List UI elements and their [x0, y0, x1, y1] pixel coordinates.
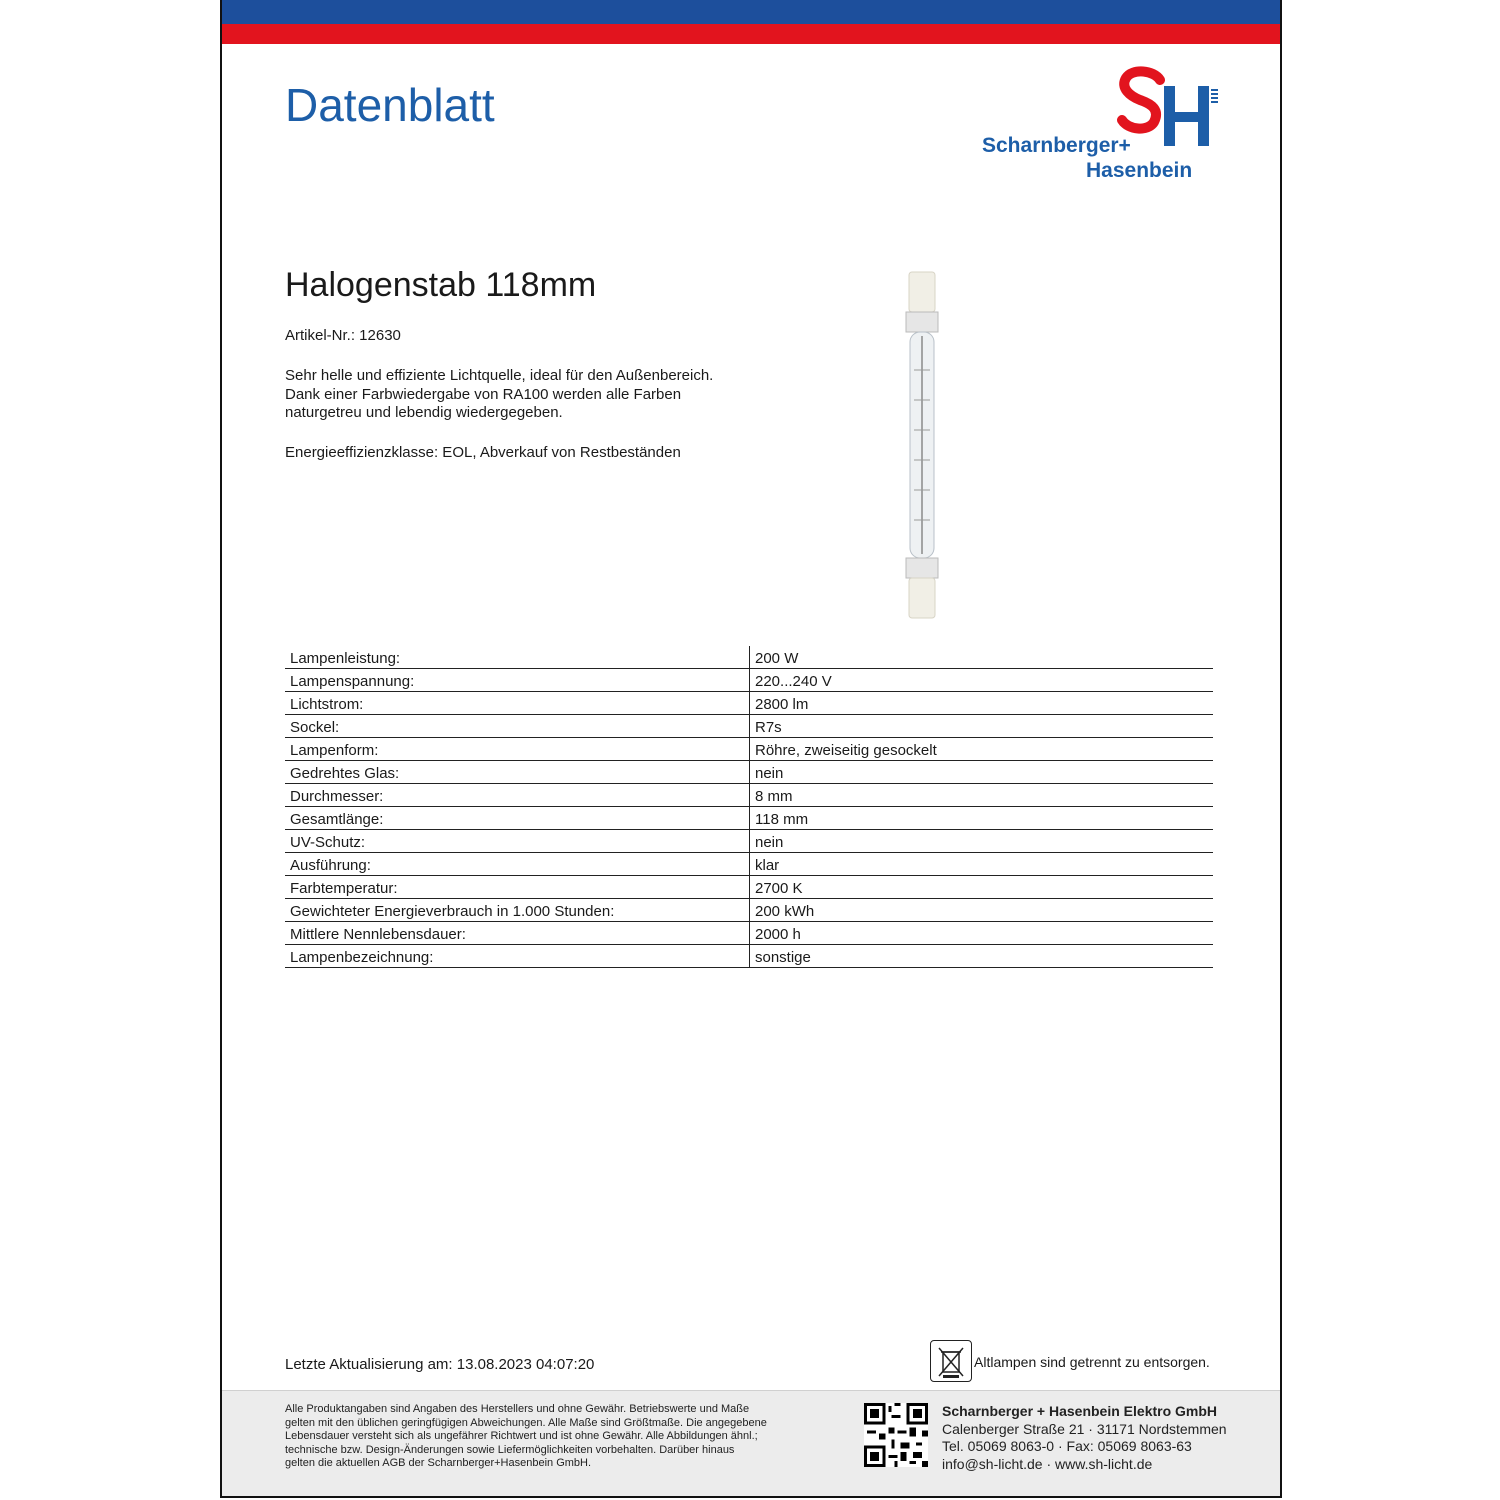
spec-label: Lichtstrom: [285, 692, 750, 715]
spec-label: Sockel: [285, 715, 750, 738]
spec-value: 118 mm [750, 807, 1214, 830]
spec-value: 220...240 V [750, 669, 1214, 692]
company-address: Calenberger Straße 21 · 31171 Nordstemmen [942, 1420, 1227, 1437]
company-logo [982, 66, 1222, 186]
spec-value: 200 W [750, 646, 1214, 669]
spec-value: sonstige [750, 945, 1214, 968]
spec-row [285, 692, 1213, 715]
spec-value: R7s [750, 715, 1214, 738]
spec-label: Farbtemperatur: [285, 876, 750, 899]
last-updated: Letzte Aktualisierung am: 13.08.2023 04:07:20 [285, 1356, 595, 1373]
spec-value: nein [750, 830, 1214, 853]
spec-row [285, 853, 1213, 876]
disposal-note: Altlampen sind getrennt zu entsorgen. [974, 1354, 1210, 1370]
spec-label: Mittlere Nennlebensdauer: [285, 922, 750, 945]
spec-label: Ausführung: [285, 853, 750, 876]
spec-row [285, 922, 1213, 945]
halogen-lamp-image [892, 270, 952, 620]
spec-value: 200 kWh [750, 899, 1214, 922]
spec-row [285, 646, 1213, 669]
article-number: Artikel-Nr.: 12630 [285, 327, 401, 344]
spec-row [285, 807, 1213, 830]
spec-label: Lampenform: [285, 738, 750, 761]
spec-label: Durchmesser: [285, 784, 750, 807]
spec-value: Röhre, zweiseitig gesockelt [750, 738, 1214, 761]
legal-line: Lebensdauer versteht sich als ungefährer Richtwert und ist ohne Gewähr. Alle Abbildungen ähnl.; [285, 1430, 758, 1442]
spec-row [285, 784, 1213, 807]
spec-value: 2000 h [750, 922, 1214, 945]
weee-bin-icon [930, 1340, 972, 1382]
spec-value: klar [750, 853, 1214, 876]
spec-label: Gesamtlänge: [285, 807, 750, 830]
legal-line: gelten mit den üblichen geringfügigen Abweichungen. Alle Maße sind Größtmaße. Die angegebene [285, 1416, 767, 1429]
legal-line: gelten die aktuellen AGB der Scharnberger+Hasenbein GmbH. [285, 1457, 592, 1469]
spec-row [285, 899, 1213, 922]
spec-label: Gedrehtes Glas: [285, 761, 750, 784]
spec-label: Lampenspannung: [285, 669, 750, 692]
top-band-blue [222, 0, 1280, 24]
datasheet-page [220, 0, 1282, 1498]
company-contact [942, 1403, 1227, 1473]
product-title: Halogenstab 118mm [285, 266, 597, 304]
energy-class: Energieeffizienzklasse: EOL, Abverkauf von Restbeständen [285, 444, 681, 461]
product-description [285, 367, 765, 423]
spec-label: Gewichteter Energieverbrauch in 1.000 Stunden: [285, 899, 750, 922]
spec-value: 2800 lm [750, 692, 1214, 715]
spec-label: Lampenbezeichnung: [285, 945, 750, 968]
spec-row [285, 669, 1213, 692]
company-web[interactable]: info@sh-licht.de · www.sh-licht.de [942, 1455, 1153, 1472]
top-band-red [222, 24, 1280, 44]
document-title: Datenblatt [285, 79, 495, 131]
spec-row [285, 761, 1213, 784]
spec-label: UV-Schutz: [285, 830, 750, 853]
spec-value: nein [750, 761, 1214, 784]
spec-table [285, 646, 1213, 968]
spec-value: 8 mm [750, 784, 1214, 807]
description-line: Sehr helle und effiziente Lichtquelle, ideal für den Außenbereich. [285, 367, 714, 384]
description-line: Dank einer Farbwiedergabe von RA100 werden alle Farben [285, 385, 682, 403]
logo-text-line2: Hasenbein [1086, 159, 1193, 182]
footer [222, 1390, 1280, 1497]
spec-row [285, 715, 1213, 738]
spec-row [285, 945, 1213, 968]
legal-notice [285, 1403, 845, 1471]
spec-row [285, 738, 1213, 761]
company-name: Scharnberger + Hasenbein Elektro GmbH [942, 1403, 1218, 1419]
spec-label: Lampenleistung: [285, 646, 750, 669]
company-phone: Tel. 05069 8063-0 · Fax: 05069 8063-63 [942, 1438, 1192, 1454]
legal-line: Alle Produktangaben sind Angaben des Herstellers und ohne Gewähr. Betriebswerte und Maße [285, 1403, 750, 1415]
qr-code-icon [864, 1403, 928, 1467]
legal-line: technische bzw. Design-Änderungen sowie Liefermöglichkeiten vorbehalten. Darüber hinaus [285, 1443, 735, 1456]
spec-row [285, 830, 1213, 853]
description-line: naturgetreu und lebendig wiedergegeben. [285, 404, 563, 421]
spec-row [285, 876, 1213, 899]
spec-value: 2700 K [750, 876, 1214, 899]
logo-text-line1: Scharnberger+ [982, 134, 1131, 157]
